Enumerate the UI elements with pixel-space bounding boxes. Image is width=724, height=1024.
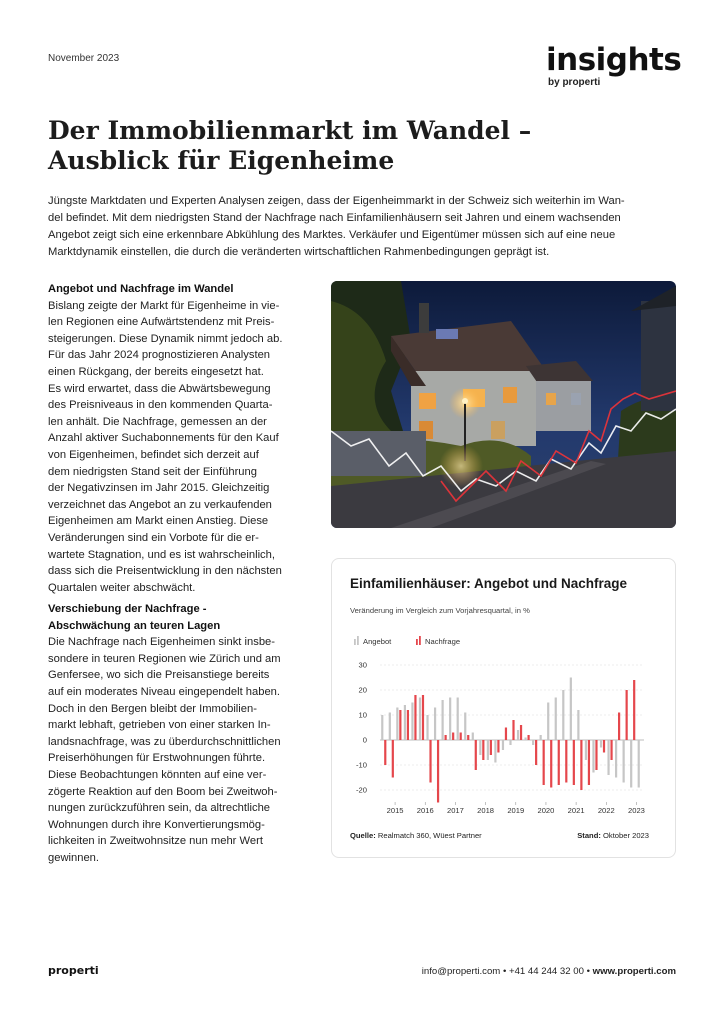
angebot-bar (419, 698, 421, 741)
nachfrage-bar (573, 740, 575, 785)
footer-brand-logo: properti (48, 964, 99, 977)
section-line: auf ein moderates Niveau eingependelt haben. (48, 685, 280, 698)
section-line: Doch in den Bergen bleibt der Immobilien- (48, 702, 257, 715)
intro-paragraph (48, 193, 678, 261)
angebot-bar (404, 705, 406, 740)
supply-demand-bar-chart (332, 559, 677, 859)
legend-swatch (419, 636, 421, 645)
section-line: Die Nachfrage nach Eigenheimen sinkt insbe- (48, 636, 275, 649)
nachfrage-bar (445, 735, 447, 740)
angebot-bar (396, 708, 398, 741)
source-label: Quelle: (350, 831, 376, 840)
x-tick-label: 2015 (386, 806, 404, 815)
x-tick-label: 2016 (416, 806, 434, 815)
angebot-bar (487, 740, 489, 760)
x-tick-label: 2018 (477, 806, 495, 815)
angebot-bar (638, 740, 640, 788)
nachfrage-bar (618, 713, 620, 741)
section-line: sondere in teuren Regionen wie Zürich und am (48, 652, 281, 665)
section-line: zögerte Reaktion auf den Boom bei Zweitwoh- (48, 785, 278, 798)
intro-line: Jüngste Marktdaten und Experten Analysen zeigen, dass der Eigenheimmarkt in der Schweiz sich weiterhin im Wan- (48, 195, 625, 207)
section-demand-shift (48, 601, 310, 867)
nachfrage-bar (543, 740, 545, 785)
angebot-bar (600, 740, 602, 748)
nachfrage-bar (475, 740, 477, 770)
y-tick-label: -10 (356, 760, 367, 770)
logo-byline: by properti (548, 77, 601, 88)
insights-logo (546, 44, 681, 88)
nachfrage-bar (558, 740, 560, 785)
angebot-bar (426, 715, 428, 740)
section-line: Veränderungen sind ein Vorbote für die er- (48, 531, 259, 544)
nachfrage-bar (633, 680, 635, 740)
nachfrage-bar (422, 695, 424, 740)
footer-phone[interactable]: +41 44 244 32 00 (508, 966, 584, 977)
legend-swatch (416, 639, 418, 645)
house-night-photo (331, 281, 676, 528)
heading-line: Abschwächung an teuren Lagen (48, 619, 221, 632)
nachfrage-bar (482, 740, 484, 760)
section-line: Es wird erwartet, dass die Abwärtsbewegung (48, 382, 271, 395)
x-tick-label: 2020 (537, 806, 555, 815)
section-line: der Negativzinsen im Jahr 2015. Gleichzeitig (48, 482, 270, 495)
angebot-bar (411, 703, 413, 741)
legend-label: Angebot (363, 637, 392, 646)
angebot-bar (547, 703, 549, 741)
section-line: dass sich die Preisentwicklung in den nächsten (48, 565, 282, 578)
logo-wordmark: insights (546, 42, 682, 78)
chart-subtitle: Veränderung im Vergleich zum Vorjahresquartal, in % (350, 606, 530, 615)
stand-value: Oktober 2023 (602, 831, 649, 840)
section-line: Für das Jahr 2024 prognostizieren Analysten (48, 349, 271, 362)
section-line: dem niedrigsten Stand seit der Einführung (48, 465, 257, 478)
heading-line: Verschiebung der Nachfrage - (48, 603, 207, 615)
section-line: Anzahl aktiver Suchabonnements für den Kauf (48, 432, 279, 445)
intro-line: del befindet. Mit dem niedrigsten Stand der Nachfrage nach Einfamilienhäusern seit Jahren und einem wachsenden (48, 211, 621, 224)
footer-website-link[interactable]: www.properti.com (592, 966, 676, 977)
footer-separator: • (583, 966, 593, 977)
section-line: lichkeiten in Zweitwohnsitze nun mehr Wert (48, 835, 263, 848)
angebot-bar (381, 715, 383, 740)
chart-title: Einfamilienhäuser: Angebot und Nachfrage (350, 576, 628, 591)
nachfrage-bar (565, 740, 567, 783)
legend-label: Nachfrage (425, 637, 461, 646)
x-tick-label: 2023 (628, 806, 645, 815)
nachfrage-bar (535, 740, 537, 765)
section-heading: Angebot und Nachfrage im Wandel (48, 283, 234, 295)
x-tick-label: 2022 (597, 806, 615, 815)
angebot-bar (570, 678, 572, 741)
angebot-bar (585, 740, 587, 760)
section-line: nungen zurückzuführen sein, da altrechtliche (48, 802, 271, 815)
angebot-bar (434, 708, 436, 741)
angebot-bar (630, 740, 632, 788)
angebot-bar (532, 740, 534, 745)
legend-swatch (357, 636, 359, 645)
nachfrage-bar (626, 690, 628, 740)
nachfrage-bar (610, 740, 612, 760)
nachfrage-bar (384, 740, 386, 765)
intro-line: Angebot zeigt sich eine erkennbare Abkühlung des Marktes. Verkäufer und Eigentümer müssen sich auf eine neue (48, 228, 616, 241)
angebot-bar (442, 700, 444, 740)
section-heading (48, 601, 310, 634)
angebot-bar (502, 740, 504, 750)
angebot-bar (607, 740, 609, 775)
section-line: des Preisniveaus in den kommenden Quarta- (48, 399, 273, 412)
nachfrage-bar (429, 740, 431, 783)
section-line: gewinnen. (48, 851, 100, 864)
section-line: verzeichnet das Angebot an zu verkaufenden (48, 498, 272, 511)
section-line: landsnachfrage, was zu überdurchschnittlichen (48, 735, 281, 748)
angebot-bar (509, 740, 511, 745)
section-line: Diese Beobachtungen könnten auf eine ver- (48, 768, 267, 781)
nachfrage-bar (512, 720, 514, 740)
section-line: Genfersee, wo sich die Preisanstiege bereits (48, 669, 270, 682)
nachfrage-bar (595, 740, 597, 770)
footer-email-link[interactable]: info@properti.com (421, 966, 501, 977)
nachfrage-bar (520, 725, 522, 740)
nachfrage-bar (527, 735, 529, 740)
section-line: wartete Stagnation, und es ist wahrscheinlich, (48, 548, 275, 561)
nachfrage-bar (407, 710, 409, 740)
section-line: von Eigenheimen, befindet sich derzeit auf (48, 448, 259, 461)
section-line: steigerungen. Diese Dynamik nimmt jedoch ab. (48, 332, 283, 345)
angebot-bar (615, 740, 617, 778)
nachfrage-bar (414, 695, 416, 740)
y-tick-label: 10 (358, 710, 367, 720)
angebot-bar (577, 710, 579, 740)
angebot-bar (540, 735, 542, 740)
angebot-bar (464, 713, 466, 741)
angebot-bar (479, 740, 481, 755)
nachfrage-bar (460, 733, 462, 741)
angebot-bar (472, 733, 474, 741)
nachfrage-bar (467, 735, 469, 740)
section-line: Bislang zeigte der Markt für Eigenheime in vie- (48, 299, 280, 312)
nachfrage-bar (580, 740, 582, 790)
title-line-2: Ausblick für Eigenheime (48, 146, 395, 175)
stand-label: Stand: (577, 831, 601, 840)
angebot-bar (524, 738, 526, 741)
nachfrage-bar (392, 740, 394, 778)
x-tick-label: 2019 (507, 806, 525, 815)
section-line: Wohnungen durch ihre Konvertierungsmög- (48, 818, 265, 831)
nachfrage-bar (437, 740, 439, 803)
x-tick-label: 2017 (446, 806, 464, 815)
angebot-bar (389, 713, 391, 741)
nachfrage-bar (497, 740, 499, 753)
section-line: Eigenheimen am Markt einen Anstieg. Diese (48, 515, 269, 528)
nachfrage-bar (452, 733, 454, 741)
footer-contact (422, 966, 676, 977)
y-tick-label: 20 (358, 685, 367, 695)
x-tick-label: 2021 (567, 806, 585, 815)
legend-swatch (354, 639, 356, 645)
nachfrage-bar (550, 740, 552, 788)
article-title (48, 116, 688, 176)
issue-date: November 2023 (48, 53, 120, 64)
angebot-bar (457, 698, 459, 741)
section-line: markt lebhaft, getrieben von einer starken In- (48, 719, 271, 732)
angebot-bar (592, 740, 594, 773)
angebot-bar (494, 740, 496, 763)
y-tick-label: 30 (358, 660, 367, 670)
nachfrage-bar (490, 740, 492, 755)
section-line: Preiserhöhungen für Erstwohnungen führte. (48, 752, 266, 765)
chart-card (331, 558, 676, 858)
intro-line: Marktdynamik einstellen, die durch die veränderten wirtschaftlichen Rahmenbedingungen geprägt ist. (48, 245, 550, 258)
angebot-bar (517, 730, 519, 740)
footer-separator: • (500, 966, 509, 977)
section-line: einen Rückgang, der bereits eingesetzt hat. (48, 365, 264, 378)
nachfrage-bar (399, 710, 401, 740)
chart-source (350, 831, 482, 840)
title-line-1: Der Immobilienmarkt im Wandel – (48, 116, 532, 145)
nachfrage-bar (588, 740, 590, 785)
section-line: len anhält. Die Nachfrage, gemessen an der (48, 415, 267, 428)
source-value: Realmatch 360, Wüest Partner (377, 831, 482, 840)
section-line: len Regionen eine Aufwärtstendenz mit Preis- (48, 316, 275, 329)
section-supply-demand (48, 281, 310, 596)
y-tick-label: 0 (362, 735, 367, 745)
angebot-bar (555, 698, 557, 741)
angebot-bar (449, 698, 451, 741)
nachfrage-bar (603, 740, 605, 753)
angebot-bar (623, 740, 625, 783)
y-tick-label: -20 (356, 785, 367, 795)
angebot-bar (562, 690, 564, 740)
section-line: Quartalen weiter abschwächt. (48, 581, 196, 594)
chart-stand (577, 831, 649, 840)
nachfrage-bar (505, 728, 507, 741)
